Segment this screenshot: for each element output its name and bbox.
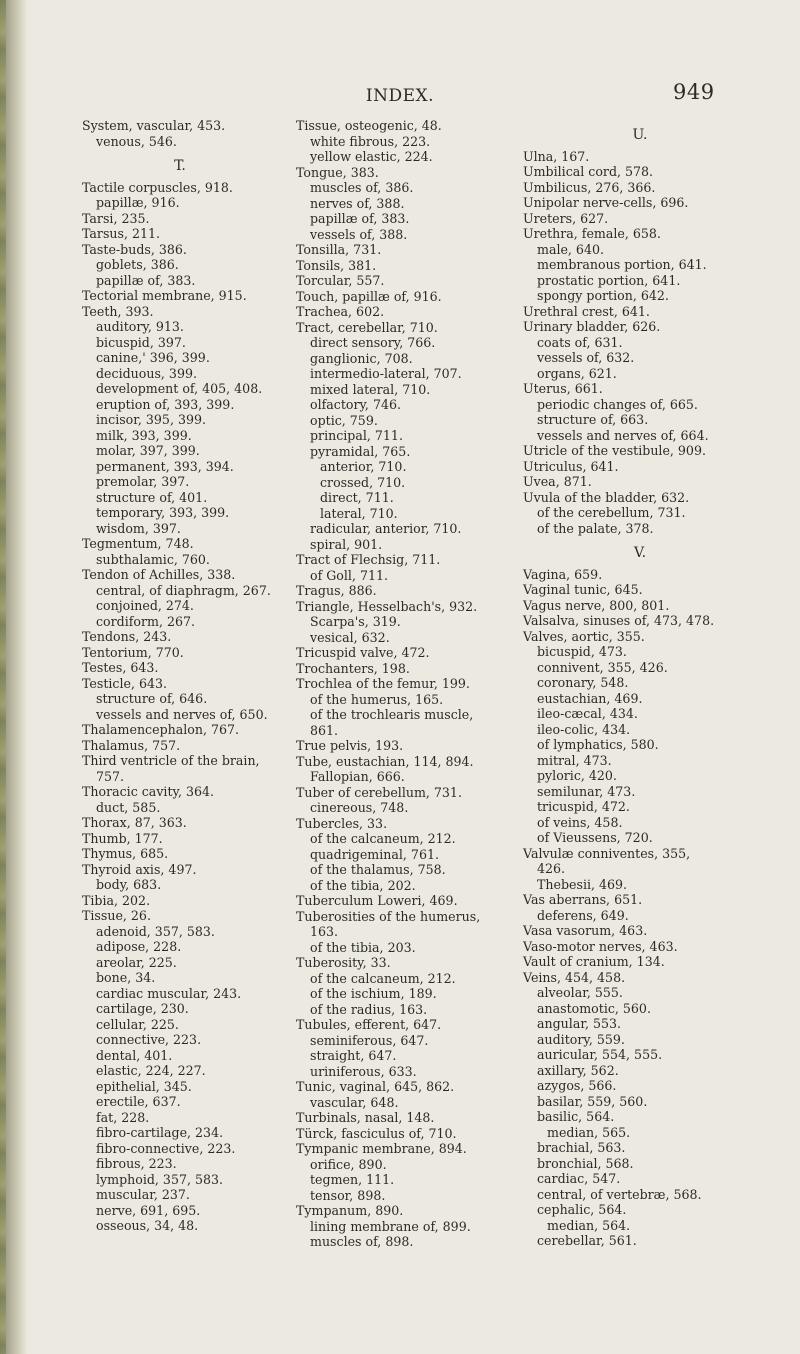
index-entry: white fibrous, 223.: [310, 133, 431, 149]
index-entry: coats of, 631.: [537, 334, 623, 350]
index-entry: direct sensory, 766.: [310, 335, 436, 350]
index-entry: Thorax, 87, 363.: [82, 815, 187, 830]
index-entry: temporary, 393, 399.: [96, 505, 230, 520]
index-entry: coronary, 548.: [537, 675, 629, 690]
index-entry: 426.: [537, 861, 566, 876]
index-entry: of the radius, 163.: [310, 1001, 428, 1017]
index-entry: ganglionic, 708.: [310, 350, 413, 366]
index-entry: Valsalva, sinuses of, 473, 478.: [523, 613, 715, 628]
index-entry: Vaginal tunic, 645.: [523, 582, 643, 597]
index-entry: Uvula of the bladder, 632.: [523, 489, 690, 505]
index-entry: male, 640.: [537, 241, 604, 257]
index-entry: of veins, 458.: [537, 814, 623, 830]
index-entry: Tract, cerebellar, 710.: [296, 319, 438, 335]
index-entry: vesical, 632.: [310, 629, 390, 645]
index-entry: Touch, papillæ of, 916.: [296, 288, 442, 304]
running-head: INDEX.: [365, 86, 435, 106]
index-entry: Tuber of cerebellum, 731.: [296, 784, 462, 800]
index-entry: of the ischium, 189.: [310, 986, 437, 1001]
index-entry: Thalamus, 757.: [82, 737, 181, 753]
index-entry: areolar, 225.: [96, 954, 177, 970]
index-entry: Ulna, 167.: [523, 148, 590, 164]
index-entry: alveolar, 555.: [537, 985, 623, 1000]
index-entry: Tuberosity, 33.: [296, 955, 391, 970]
index-entry: development of, 405, 408.: [96, 381, 263, 396]
index-entry: wisdom, 397.: [96, 520, 181, 536]
index-entry: cardiac muscular, 243.: [96, 985, 242, 1001]
index-entry: 861.: [310, 722, 339, 738]
index-entry: Valves, aortic, 355.: [523, 628, 645, 644]
index-entry: median, 565.: [547, 1124, 631, 1140]
index-entry: vessels of, 388.: [310, 226, 408, 242]
section-letter: U.: [632, 127, 648, 143]
index-entry: axillary, 562.: [537, 1062, 619, 1078]
index-entry: straight, 647.: [310, 1048, 397, 1063]
index-entry: 757.: [96, 768, 125, 784]
index-entry: deciduous, 399.: [96, 365, 197, 381]
index-entry: Tract of Flechsig, 711.: [296, 552, 441, 567]
index-entry: connivent, 355, 426.: [537, 659, 668, 675]
index-entry: lateral, 710.: [320, 505, 398, 521]
index-entry: Uterus, 661.: [523, 381, 603, 396]
index-entry: auditory, 559.: [537, 1031, 625, 1047]
index-entry: periodic changes of, 665.: [537, 396, 698, 412]
index-entry: Tuberosities of the humerus,: [296, 908, 481, 924]
index-entry: Trochanters, 198.: [296, 660, 410, 676]
index-entry: Thumb, 177.: [82, 830, 163, 846]
index-entry: Testicle, 643.: [82, 675, 168, 691]
index-entry: erectile, 637.: [96, 1094, 181, 1109]
index-entry: of the thalamus, 758.: [310, 862, 446, 877]
index-entry: of the palate, 378.: [537, 520, 654, 536]
index-entry: fibrous, 223.: [96, 1156, 177, 1171]
index-entry: tegmen, 111.: [310, 1172, 395, 1187]
index-entry: angular, 553.: [537, 1016, 622, 1031]
index-entry: papillæ of, 383.: [310, 211, 410, 226]
index-entry: of the cerebellum, 731.: [537, 505, 686, 520]
index-entry: Tubercles, 33.: [296, 815, 388, 831]
index-entry: papillæ of, 383.: [96, 272, 196, 288]
index-entry: Trochlea of the femur, 199.: [296, 676, 470, 691]
index-entry: ileo-cæcal, 434.: [537, 706, 638, 721]
index-entry: mixed lateral, 710.: [310, 381, 431, 397]
index-entry: epithelial, 345.: [96, 1078, 192, 1094]
index-entry: nerves of, 388.: [310, 195, 405, 211]
index-entry: Umbilicus, 276, 366.: [523, 179, 656, 195]
index-entry: of the trochlearis muscle,: [310, 707, 474, 722]
index-entry: orifice, 890.: [310, 1156, 387, 1172]
index-entry: of Goll, 711.: [310, 567, 388, 583]
index-entry: of the calcaneum, 212.: [310, 831, 456, 846]
index-entry: incisor, 395, 399.: [96, 412, 206, 427]
index-entry: Urethra, female, 658.: [523, 226, 661, 241]
index-entry: Thyroid axis, 497.: [82, 861, 197, 877]
index-entry: Vagina, 659.: [523, 566, 603, 582]
index-entry: cephalic, 564.: [537, 1202, 627, 1217]
index-entry: of the tibia, 203.: [310, 939, 416, 955]
index-entry: mitral, 473.: [537, 752, 612, 768]
index-entry: Tactile corpuscles, 918.: [82, 179, 233, 195]
index-entry: tensor, 898.: [310, 1187, 386, 1203]
index-entry: spongy portion, 642.: [537, 288, 669, 303]
index-entry: Umbilical cord, 578.: [523, 164, 654, 179]
index-entry: central, of diaphragm, 267.: [96, 582, 271, 598]
index-entry: fibro-cartilage, 234.: [96, 1125, 224, 1140]
index-entry: pyloric, 420.: [537, 768, 617, 783]
index-entry: adipose, 228.: [96, 939, 182, 954]
index-entry: eruption of, 393, 399.: [96, 396, 235, 412]
section-letter: T.: [174, 158, 186, 174]
index-entry: Tegmentum, 748.: [82, 536, 194, 551]
index-entry: yellow elastic, 224.: [310, 149, 433, 164]
index-entry: dental, 401.: [96, 1047, 173, 1063]
index-entry: Uvea, 871.: [523, 474, 592, 489]
index-entry: eustachian, 469.: [537, 690, 643, 706]
index-entry: seminiferous, 647.: [310, 1032, 429, 1048]
index-entry: goblets, 386.: [96, 257, 179, 272]
index-entry: Vas aberrans, 651.: [523, 892, 643, 907]
index-entry: Tonsilla, 731.: [296, 242, 382, 257]
index-entry: Thebesii, 469.: [537, 876, 628, 892]
index-entry: Third ventricle of the brain,: [82, 753, 260, 768]
index-entry: Tarsus, 211.: [82, 226, 161, 241]
index-entry: elastic, 224, 227.: [96, 1063, 206, 1078]
index-entry: structure of, 663.: [537, 412, 649, 427]
index-entry: muscles of, 386.: [310, 180, 414, 195]
index-entry: Fallopian, 666.: [310, 769, 405, 784]
index-entry: cinereous, 748.: [310, 800, 409, 815]
index-entry: basilar, 559, 560.: [537, 1093, 648, 1109]
section-letter: V.: [633, 545, 647, 561]
index-entry: 163.: [310, 924, 339, 939]
index-entry: prostatic portion, 641.: [537, 272, 681, 288]
index-entry: Tonsils, 381.: [296, 257, 377, 273]
index-entry: ileo-colic, 434.: [537, 721, 631, 737]
index-entry: median, 564.: [547, 1217, 631, 1233]
index-entry: structure of, 646.: [96, 691, 208, 706]
index-entry: lymphoid, 357, 583.: [96, 1171, 224, 1187]
index-entry: Utricle of the vestibule, 909.: [523, 443, 706, 458]
index-entry: permanent, 393, 394.: [96, 458, 234, 474]
index-entry: Utriculus, 641.: [523, 458, 619, 474]
index-entry: of Vieussens, 720.: [537, 830, 653, 845]
index-entry: bronchial, 568.: [537, 1155, 634, 1171]
index-entry: quadrigeminal, 761.: [310, 846, 439, 862]
index-entry: conjoined, 274.: [96, 598, 194, 613]
index-entry: Testes, 643.: [82, 660, 159, 675]
index-entry: cellular, 225.: [96, 1016, 179, 1032]
index-entry: anastomotic, 560.: [537, 1000, 651, 1016]
index-entry: vessels of, 632.: [537, 350, 635, 365]
index-entry: spiral, 901.: [310, 536, 383, 552]
index-entry: auricular, 554, 555.: [537, 1047, 663, 1062]
index-entry: bone, 34.: [96, 970, 156, 985]
index-entry: Ureters, 627.: [523, 210, 609, 226]
index-entry: tricuspid, 472.: [537, 799, 630, 814]
index-entry: auditory, 913.: [96, 319, 184, 334]
index-entry: Urethral crest, 641.: [523, 303, 650, 319]
index-entry: radicular, anterior, 710.: [310, 521, 462, 536]
index-entry: bicuspid, 397.: [96, 334, 186, 350]
index-entry: muscular, 237.: [96, 1187, 190, 1202]
index-entry: Tongue, 383.: [296, 164, 379, 180]
index-entry: System, vascular, 453.: [82, 118, 226, 133]
index-entry: canine,' 396, 399.: [96, 350, 210, 365]
index-entry: Tympanum, 890.: [296, 1203, 404, 1218]
index-entry: Taste-buds, 386.: [82, 241, 187, 257]
index-entry: muscles of, 898.: [310, 1234, 414, 1249]
index-entry: basilic, 564.: [537, 1109, 615, 1124]
index-entry: crossed, 710.: [320, 474, 406, 490]
index-entry: brachial, 563.: [537, 1140, 626, 1155]
index-entry: intermedio-lateral, 707.: [310, 366, 462, 381]
index-entry: anterior, 710.: [320, 459, 407, 474]
index-entry: connective, 223.: [96, 1032, 202, 1047]
index-entry: Urinary bladder, 626.: [523, 319, 661, 334]
index-entry: Trachea, 602.: [296, 304, 385, 319]
index-entry: Vaso-motor nerves, 463.: [523, 938, 678, 954]
index-entry: Vault of cranium, 134.: [523, 954, 665, 969]
page-number: 949: [673, 80, 715, 104]
index-entry: Turbinals, nasal, 148.: [296, 1110, 435, 1125]
index-entry: duct, 585.: [96, 799, 161, 815]
index-entry: Tubules, efferent, 647.: [296, 1017, 442, 1032]
index-entry: Scarpa's, 319.: [310, 614, 401, 629]
index-entry: azygos, 566.: [537, 1078, 617, 1093]
binding-edge: [0, 0, 6, 1354]
index-entry: cardiac, 547.: [537, 1171, 621, 1186]
index-entry: milk, 393, 399.: [96, 427, 192, 443]
index-entry: adenoid, 357, 583.: [96, 923, 215, 939]
index-entry: of the humerus, 165.: [310, 691, 444, 707]
index-entry: cerebellar, 561.: [537, 1233, 637, 1248]
index-entry: Torcular, 557.: [296, 273, 385, 288]
index-column-1: [82, 118, 278, 1234]
index-entry: Tympanic membrane, 894.: [296, 1141, 467, 1156]
index-entry: True pelvis, 193.: [296, 738, 404, 753]
index-entry: lining membrane of, 899.: [310, 1218, 471, 1234]
index-entry: Tentorium, 770.: [82, 644, 184, 660]
index-entry: Tarsi, 235.: [82, 210, 150, 226]
index-entry: cordiform, 267.: [96, 613, 195, 629]
index-entry: Valvulæ conniventes, 355,: [523, 845, 691, 861]
index-entry: Tissue, osteogenic, 48.: [296, 118, 442, 133]
index-entry: uriniferous, 633.: [310, 1063, 417, 1079]
index-entry: nerve, 691, 695.: [96, 1202, 201, 1218]
index-entry: Tuberculum Loweri, 469.: [296, 893, 458, 908]
index-entry: Vasa vasorum, 463.: [523, 923, 648, 938]
index-entry: Tissue, 26.: [82, 908, 151, 923]
index-entry: Thoracic cavity, 364.: [82, 784, 215, 799]
index-entry: papillæ, 916.: [96, 195, 180, 210]
index-entry: subthalamic, 760.: [96, 551, 210, 567]
index-entry: osseous, 34, 48.: [96, 1218, 199, 1233]
index-entry: of lymphatics, 580.: [537, 737, 659, 752]
index-entry: Tricuspid valve, 472.: [296, 645, 430, 660]
index-entry: olfactory, 746.: [310, 397, 401, 412]
index-entry: Tectorial membrane, 915.: [82, 288, 247, 303]
index-entry: fat, 228.: [96, 1109, 150, 1125]
index-entry: Tunic, vaginal, 645, 862.: [296, 1079, 455, 1094]
index-entry: vessels and nerves of, 650.: [96, 706, 268, 722]
index-entry: Veins, 454, 458.: [523, 969, 626, 985]
index-entry: vascular, 648.: [310, 1094, 399, 1110]
index-entry: vessels and nerves of, 664.: [537, 427, 709, 443]
index-entry: optic, 759.: [310, 412, 378, 428]
index-entry: molar, 397, 399.: [96, 443, 200, 458]
index-entry: direct, 711.: [320, 490, 394, 505]
index-entry: body, 683.: [96, 877, 162, 892]
index-entry: Tragus, 886.: [296, 583, 377, 598]
index-entry: of the calcaneum, 212.: [310, 970, 456, 986]
index-entry: Tendons, 243.: [82, 629, 172, 644]
index-entry: Unipolar nerve-cells, 696.: [523, 195, 689, 210]
index-entry: Tibia, 202.: [82, 892, 151, 908]
index-entry: venous, 546.: [96, 133, 177, 149]
index-entry: cartilage, 230.: [96, 1001, 189, 1016]
index-entry: fibro-connective, 223.: [96, 1140, 236, 1156]
index-column-2: [296, 118, 506, 1250]
index-entry: semilunar, 473.: [537, 783, 636, 799]
index-entry: Vagus nerve, 800, 801.: [523, 597, 670, 613]
index-entry: Thymus, 685.: [82, 846, 169, 861]
index-column-3: [523, 118, 757, 1249]
index-entry: Tendon of Achilles, 338.: [82, 567, 236, 582]
index-entry: structure of, 401.: [96, 489, 208, 505]
index-entry: central, of vertebræ, 568.: [537, 1186, 702, 1202]
index-entry: pyramidal, 765.: [310, 443, 411, 459]
index-entry: deferens, 649.: [537, 907, 629, 923]
index-entry: Triangle, Hesselbach's, 932.: [296, 598, 478, 614]
index-entry: of the tibia, 202.: [310, 877, 416, 893]
index-entry: principal, 711.: [310, 428, 403, 443]
index-entry: bicuspid, 473.: [537, 644, 627, 659]
index-entry: Teeth, 393.: [82, 303, 154, 319]
index-entry: premolar, 397.: [96, 474, 190, 489]
index-entry: Thalamencephalon, 767.: [82, 722, 240, 737]
index-entry: organs, 621.: [537, 365, 617, 381]
index-entry: membranous portion, 641.: [537, 257, 707, 272]
index-entry: Tube, eustachian, 114, 894.: [296, 753, 474, 769]
index-entry: Türck, fasciculus of, 710.: [296, 1125, 457, 1141]
